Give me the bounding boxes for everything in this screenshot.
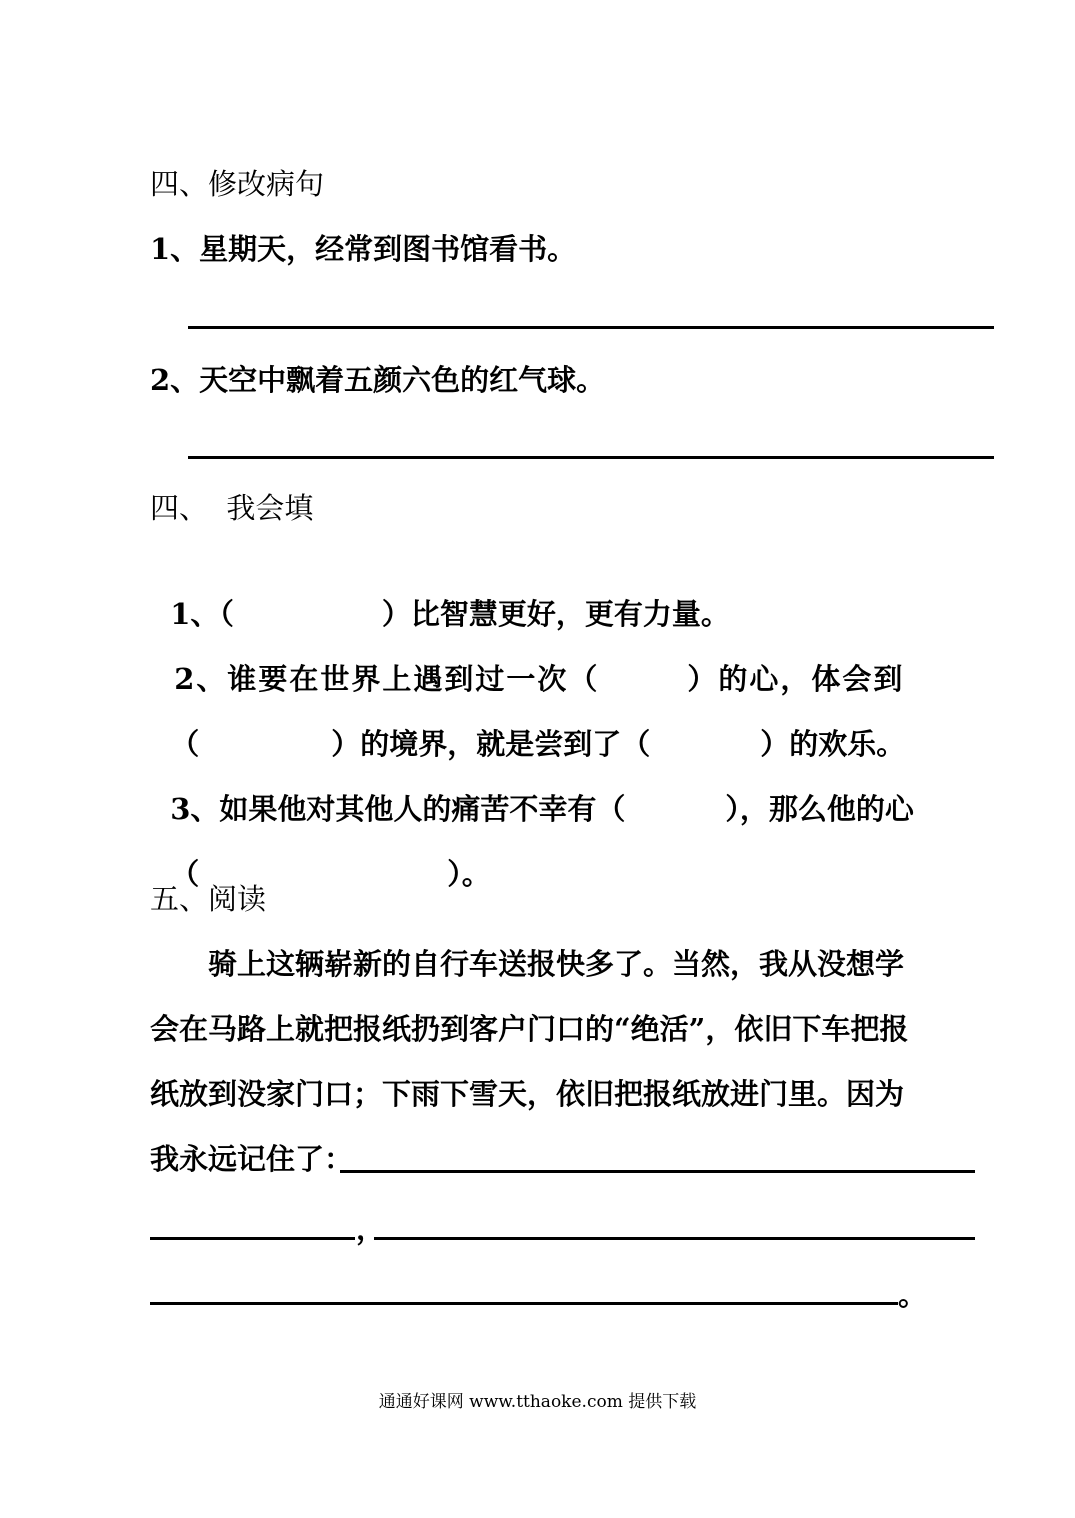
reading-answer-line-2a[interactable]: [150, 1237, 355, 1240]
reading-paragraph-line-2: 会在马路上就把报纸扔到客户门口的“绝活”，依旧下车把报: [150, 1012, 909, 1046]
fill-q1-suffix: ）比智慧更好，更有力量。: [381, 597, 730, 631]
answer-line-1[interactable]: [188, 326, 994, 329]
section-heading-reading: 五、阅读: [150, 882, 267, 916]
reading-answer-line-1[interactable]: [340, 1170, 975, 1173]
fill-q2-part-e: ）的欢乐。: [760, 727, 906, 761]
fill-q2-part-a: 2、谁要在世界上遇到过一次（: [174, 662, 600, 696]
fill-q3-part-d: ）。: [447, 857, 491, 891]
reading-paragraph-line-4: 我永远记住了：: [150, 1142, 354, 1176]
reading-answer-line-3[interactable]: [150, 1302, 898, 1305]
section-heading-fill-in: 四、 我会填: [150, 491, 314, 525]
fill-q2-part-c: （: [170, 727, 200, 761]
page-footer: 通通好课网 www.tthaoke.com 提供下载: [378, 1392, 697, 1412]
reading-answer-line-2b[interactable]: [374, 1237, 975, 1240]
fill-q2-part-b: ）的心，体会到: [687, 662, 905, 696]
question-1-sentence: 1、星期天，经常到图书馆看书。: [150, 232, 577, 266]
fill-q3-part-a: 3、如果他对其他人的痛苦不幸有（: [170, 792, 626, 826]
fill-q3-part-b: ），那么他的心: [725, 792, 914, 826]
question-2-sentence: 2、天空中飘着五颜六色的红气球。: [150, 363, 606, 397]
reading-comma: ，: [356, 1212, 386, 1246]
reading-paragraph-line-1: 骑上这辆崭新的自行车送报快多了。当然，我从没想学: [208, 947, 905, 981]
reading-paragraph-line-3: 纸放到没家门口；下雨下雪天，依旧把报纸放进门里。因为: [150, 1077, 905, 1111]
answer-line-2[interactable]: [188, 456, 994, 459]
fill-q3-part-c: （: [170, 857, 200, 891]
fill-q1-prefix: 1、（: [170, 597, 234, 631]
section-heading-edit-sentences: 四、修改病句: [150, 167, 325, 201]
fill-q2-part-d: ）的境界，就是尝到了（: [331, 727, 651, 761]
reading-period: 。: [898, 1278, 928, 1312]
